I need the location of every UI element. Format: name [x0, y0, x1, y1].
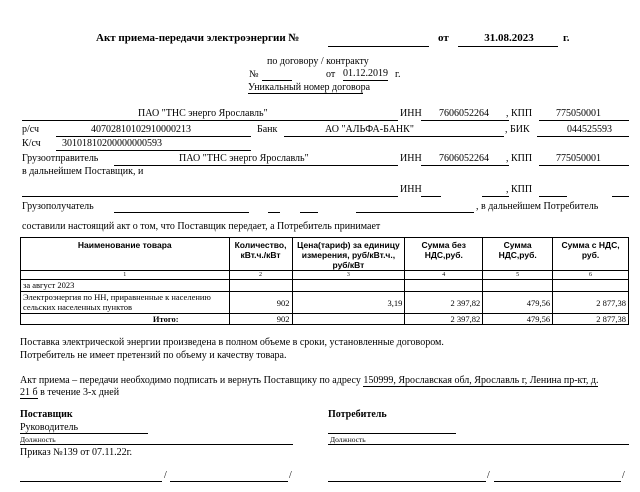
- supplier-kpp-label: , КПП: [506, 108, 533, 119]
- col-number-1: 1: [21, 271, 230, 280]
- col-number-2: 2: [229, 271, 292, 280]
- consignee-suffix: , в дальнейшем Потребитель: [476, 201, 599, 212]
- consumer-inn-line-b: [482, 196, 509, 197]
- consumer-signature-slash: /: [487, 470, 490, 481]
- account-label: р/сч: [22, 124, 40, 135]
- shipper-inn-line: [421, 165, 509, 166]
- table-header-row: [21, 238, 629, 271]
- shipper-name-line: [114, 165, 398, 166]
- consumer-kpp-line-b: [612, 196, 629, 197]
- shipper-kpp-label: , КПП: [506, 153, 533, 164]
- header-product-name: Наименование товара: [21, 238, 230, 271]
- total-sum-with-vat: 2 877,38: [553, 314, 629, 325]
- consumer-kpp-line-a: [539, 196, 567, 197]
- date-from-label: от: [438, 32, 449, 44]
- supplier-inn: 7606052264: [439, 108, 489, 119]
- supplier-order: Приказ №139 от 07.11.22г.: [20, 447, 133, 458]
- period-label: за август 2023: [21, 280, 230, 292]
- act-date: 31.08.2023: [484, 32, 534, 44]
- row-sum-with-vat: 2 877,38: [553, 292, 629, 314]
- consumer-inn-line-a: [421, 196, 441, 197]
- header-quantity: Количество, кВт.ч./кВт: [229, 238, 292, 271]
- corr-account-label: К/сч: [22, 138, 41, 149]
- total-quantity: 902: [229, 314, 292, 325]
- unique-number-label: Уникальный номер договора: [248, 82, 371, 93]
- col-number-4: 4: [405, 271, 483, 280]
- consumer-signature-title: Потребитель: [328, 409, 387, 420]
- shipper-kpp: 775050001: [556, 153, 601, 164]
- supplier-position: Руководитель: [20, 422, 79, 433]
- row-quantity: 902: [229, 292, 292, 314]
- return-address: 150999, Ярославская обл, Ярославль г, Ленина пр-кт, д.: [363, 375, 599, 386]
- act-number-line: [328, 46, 429, 47]
- supplier-inn-label: ИНН: [400, 108, 422, 119]
- corr-account-number: 30101810200000000593: [62, 138, 162, 149]
- consumer-position-caption: Должность: [330, 435, 366, 444]
- contract-number-line: [262, 80, 292, 81]
- supplier-position-caption: Должность: [20, 435, 56, 444]
- table-row: [21, 292, 629, 314]
- col-number-6: 6: [553, 271, 629, 280]
- consumer-inn-label: ИНН: [400, 184, 422, 195]
- col-number-5: 5: [483, 271, 553, 280]
- bik-number: 044525593: [567, 124, 612, 135]
- contract-year-suffix: г.: [395, 69, 401, 80]
- period-row: [21, 280, 629, 292]
- supplier-name: ПАО "ТНС энерго Ярославль": [138, 108, 268, 119]
- supplier-signature-slash-end: /: [289, 470, 292, 481]
- return-prefix: Акт приема – передачи необходимо подписать и вернуть Поставщику по адресу: [20, 375, 361, 386]
- consignee-line-d: [356, 212, 474, 213]
- return-suffix: в течение 3-х дней: [40, 387, 120, 398]
- unique-number-line: [248, 93, 363, 94]
- header-price: Цена(тариф) за единицу измерения, руб/кВт.ч., руб/кВт: [292, 238, 405, 271]
- consumer-position-line-2: [328, 444, 629, 445]
- column-number-row: [21, 271, 629, 280]
- bank-name: АО "АЛЬФА-БАНК": [325, 124, 414, 135]
- supplier-position-line: [20, 433, 148, 434]
- row-product-name: Электроэнергия по НН, приравненные к населению сельских населенных пунктов: [21, 292, 230, 314]
- contract-from-label: от: [326, 69, 336, 80]
- supplier-signature-line: [20, 481, 162, 482]
- total-row: [21, 314, 629, 325]
- row-vat: 479,56: [483, 292, 553, 314]
- supplier-inn-line: [421, 120, 509, 121]
- consignee-line-a: [114, 212, 249, 213]
- corr-account-line: [56, 150, 251, 151]
- consumer-signature-slash-end: /: [622, 470, 625, 481]
- bik-line: [537, 136, 629, 137]
- return-instruction: [20, 375, 598, 387]
- consumer-position-line: [328, 433, 456, 434]
- supplier-name-line: [22, 120, 398, 121]
- consignee-line-b: [268, 212, 280, 213]
- supplier-signature-slash: /: [164, 470, 167, 481]
- consignee-label: Грузополучатель: [22, 201, 94, 212]
- account-line: [56, 136, 251, 137]
- consumer-kpp-label: , КПП: [506, 184, 533, 195]
- row-sum-no-vat: 2 397,82: [405, 292, 483, 314]
- account-number: 40702810102910000213: [91, 124, 191, 135]
- bank-line: [284, 136, 504, 137]
- shipper-name: ПАО "ТНС энерго Ярославль": [179, 153, 309, 164]
- total-vat: 479,56: [483, 314, 553, 325]
- shipper-kpp-line: [539, 165, 629, 166]
- consumer-signature-line: [328, 481, 486, 482]
- header-vat: Сумма НДС,руб.: [483, 238, 553, 271]
- total-sum-no-vat: 2 397,82: [405, 314, 483, 325]
- shipper-inn: 7606052264: [439, 153, 489, 164]
- act-date-line: [458, 46, 558, 47]
- supplier-kpp-line: [539, 120, 629, 121]
- shipper-label: Грузоотправитель: [22, 153, 99, 164]
- document-title: Акт приема-передачи электроэнергии №: [96, 32, 300, 44]
- no-claims-note: Потребитель не имеет претензий по объему и качеству товара.: [20, 350, 287, 361]
- contract-number-prefix: №: [249, 69, 259, 80]
- consignee-line-c: [300, 212, 318, 213]
- return-instruction-cont: [20, 387, 119, 399]
- contract-line-label: по договору / контракту: [267, 56, 369, 67]
- supplier-kpp: 775050001: [556, 108, 601, 119]
- row-price: 3,19: [292, 292, 405, 314]
- shipper-inn-label: ИНН: [400, 153, 422, 164]
- bank-label: Банк: [257, 124, 278, 135]
- supplier-signature-title: Поставщик: [20, 409, 73, 420]
- header-sum-with-vat: Сумма с НДС, руб.: [553, 238, 629, 271]
- supplier-position-line-2: [20, 444, 293, 445]
- return-address-cont: 21 б: [20, 387, 38, 398]
- consumer-name-line: [22, 196, 398, 197]
- consumer-name-sign-line: [494, 481, 621, 482]
- date-year-suffix: г.: [563, 32, 570, 44]
- supplier-note: в дальнейшем Поставщик, и: [22, 166, 144, 177]
- contract-date: 01.12.2019: [343, 68, 388, 79]
- header-sum-no-vat: Сумма без НДС,руб.: [405, 238, 483, 271]
- bik-label: , БИК: [505, 124, 530, 135]
- supplier-name-sign-line: [170, 481, 288, 482]
- intro-text: составили настоящий акт о том, что Поставщик передает, а Потребитель принимает: [22, 221, 381, 232]
- total-label: Итого:: [21, 314, 230, 325]
- delivery-note: Поставка электрической энергии произведена в полном объеме в сроки, установленные договором.: [20, 337, 444, 348]
- goods-table: [20, 237, 629, 325]
- col-number-3: 3: [292, 271, 405, 280]
